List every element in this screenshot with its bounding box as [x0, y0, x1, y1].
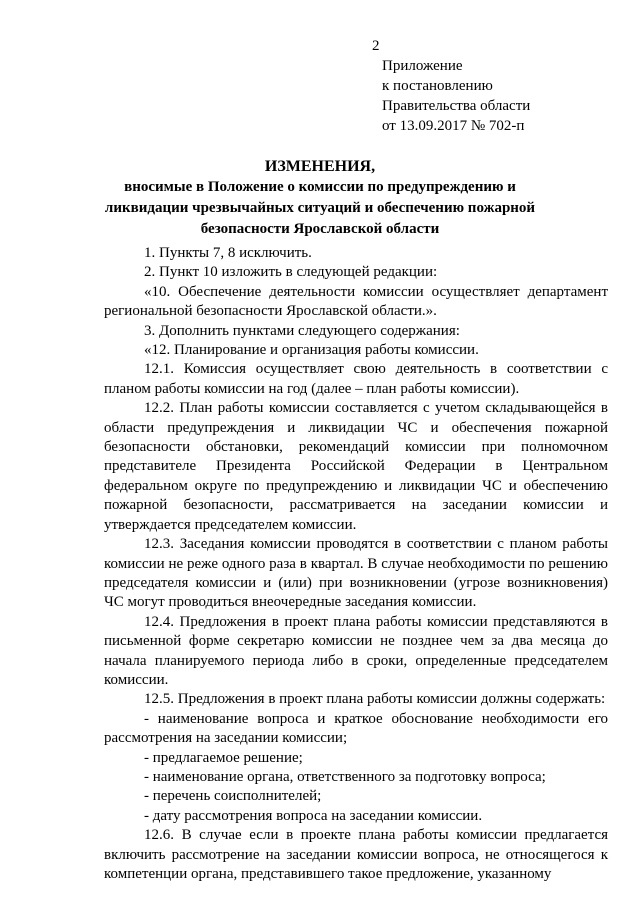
approval-line-4: от 13.09.2017 № 702-п	[382, 118, 525, 134]
list-item: - предлагаемое решение;	[144, 749, 303, 766]
document-title: ИЗМЕНЕНИЯ,	[264, 158, 376, 175]
list-item: - наименование вопроса и краткое обоснование необходимости его рассмотрения на заседании комиссии;	[104, 710, 608, 747]
list-item: - перечень соисполнителей;	[144, 788, 322, 805]
list-item: - дату рассмотрения вопроса на заседании комиссии.	[144, 807, 483, 824]
list-item: - наименование органа, ответственного за подготовку вопроса;	[144, 768, 546, 785]
paragraph: «12. Планирование и организация работы комиссии.	[144, 342, 479, 359]
approval-line-2: к постановлению	[382, 78, 493, 94]
paragraph: 12.2. План работы комиссии составляется с учетом складывающейся в области предупреждения и ликвидации ЧС и обеспечения пожарной безопасности обстановки, рекомендаций комиссии при полномочном представителе Президента Российской Федерации в Центральном федеральном округе по предупреждению и ликвидации ЧС и обеспечению пожарной безопасности, рассматривается на заседании комиссии и утверждается председателем комиссии.	[104, 400, 608, 533]
paragraph: 3. Дополнить пунктами следующего содержания:	[144, 322, 460, 339]
paragraph: 12.5. Предложения в проект плана работы комиссии должны содержать:	[144, 691, 606, 708]
document-body	[104, 244, 608, 884]
paragraph: 12.6. В случае если в проекте плана работы комиссии предлагается включить рассмотрение на заседании комиссии вопроса, не относящегося к компетенции органа, представившего такое предложение, указанному	[104, 827, 608, 882]
document-title-block	[96, 156, 544, 240]
approval-line-3: Правительства области	[382, 98, 531, 114]
page-number: 2	[372, 38, 380, 54]
paragraph: 1. Пункты 7, 8 исключить.	[144, 245, 312, 261]
paragraph: 12.4. Предложения в проект плана работы комиссии представляются в письменной форме секретарю комиссии не позднее чем за два месяца до начала планируемого периода либо в сроки, определенные председателем комиссии.	[104, 613, 608, 688]
paragraph: 12.3. Заседания комиссии проводятся в соответствии с планом работы комиссии не реже одного раза в квартал. В случае необходимости по решению председателя комиссии и (или) при возникновении (угрозе возникновения) ЧС могут проводиться внеочередные заседания комиссии.	[104, 536, 608, 611]
paragraph: «10. Обеспечение деятельности комиссии осуществляет департамент региональной безопасности Ярославской области.».	[104, 283, 608, 320]
approval-block	[382, 56, 530, 136]
approval-line-1: Приложение	[382, 58, 463, 74]
paragraph: 12.1. Комиссия осуществляет свою деятельность в соответствии с планом работы комиссии на год (далее – план работы комиссии).	[104, 361, 608, 397]
document-subtitle: вносимые в Положение о комиссии по предупреждению и ликвидации чрезвычайных ситуаций и обеспечению пожарной безопасности Ярославской области	[104, 179, 536, 237]
paragraph: 2. Пункт 10 изложить в следующей редакции:	[144, 264, 438, 281]
